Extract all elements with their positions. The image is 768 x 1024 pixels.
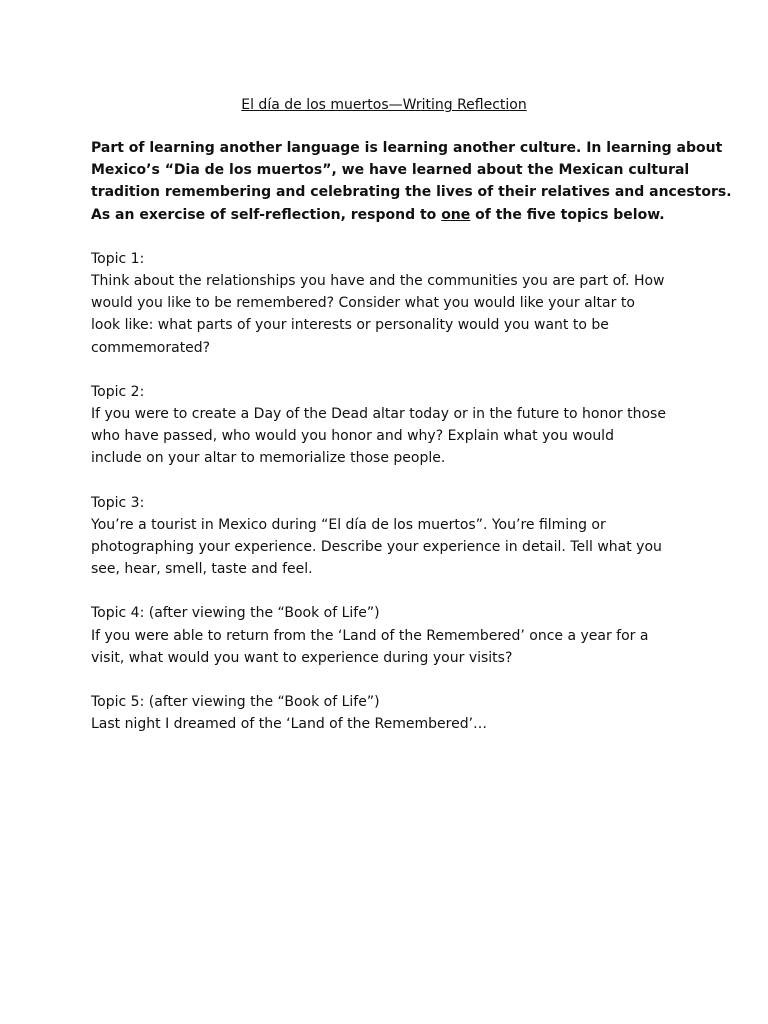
intro-text: of the five topics below. (470, 206, 665, 223)
document-body (91, 137, 732, 757)
topic-5 (91, 691, 691, 735)
intro-line: Part of learning another language is learning another culture. In learning about (91, 140, 723, 156)
topic-heading: Topic 2: (91, 383, 145, 400)
topic-2 (91, 381, 691, 470)
topic-text-line: If you were able to return from the ‘Land of the Remembered’ once a year for a (91, 627, 649, 644)
emphasized-word: one (441, 206, 471, 223)
topic-text-line: commemorated? (91, 339, 211, 356)
topic-text-line: see, hear, smell, taste and feel. (91, 561, 313, 578)
page-title: El día de los muertos—Writing Reflection (241, 97, 527, 113)
topic-1 (91, 248, 691, 359)
topic-text-line: Last night I dreamed of the ‘Land of the Remembered’… (91, 716, 488, 733)
topic-text-line: If you were to create a Day of the Dead altar today or in the future to honor those (91, 406, 666, 423)
intro-line (91, 204, 691, 226)
topic-text-line: include on your altar to memorialize those people. (91, 450, 446, 467)
topic-text-line: look like: what parts of your interests or personality would you want to be (91, 317, 609, 334)
topic-text-line: You’re a tourist in Mexico during “El día de los muertos”. You’re filming or (91, 516, 606, 533)
intro-text: As an exercise of self-reflection, respond to (91, 206, 442, 223)
topic-heading: Topic 4: (after viewing the “Book of Life”) (91, 605, 380, 622)
topic-heading: Topic 5: (after viewing the “Book of Life”) (91, 694, 380, 711)
topic-text-line: who have passed, who would you honor and why? Explain what you would (91, 428, 614, 445)
topic-4 (91, 602, 691, 669)
topic-text-line: would you like to be remembered? Consider what you would like your altar to (91, 295, 635, 312)
topic-text-line: photographing your experience. Describe your experience in detail. Tell what you (91, 539, 662, 556)
topic-heading: Topic 1: (91, 250, 145, 267)
topic-heading: Topic 3: (91, 494, 145, 511)
intro-line: Mexico’s “Dia de los muertos”, we have learned about the Mexican cultural (91, 162, 690, 179)
topic-text-line: Think about the relationships you have and the communities you are part of. How (91, 273, 665, 290)
topic-3 (91, 492, 691, 581)
intro-line: tradition remembering and celebrating the lives of their relatives and ancestors. (91, 184, 732, 201)
intro-paragraph (91, 137, 732, 226)
topic-text-line: visit, what would you want to experience during your visits? (91, 649, 513, 666)
